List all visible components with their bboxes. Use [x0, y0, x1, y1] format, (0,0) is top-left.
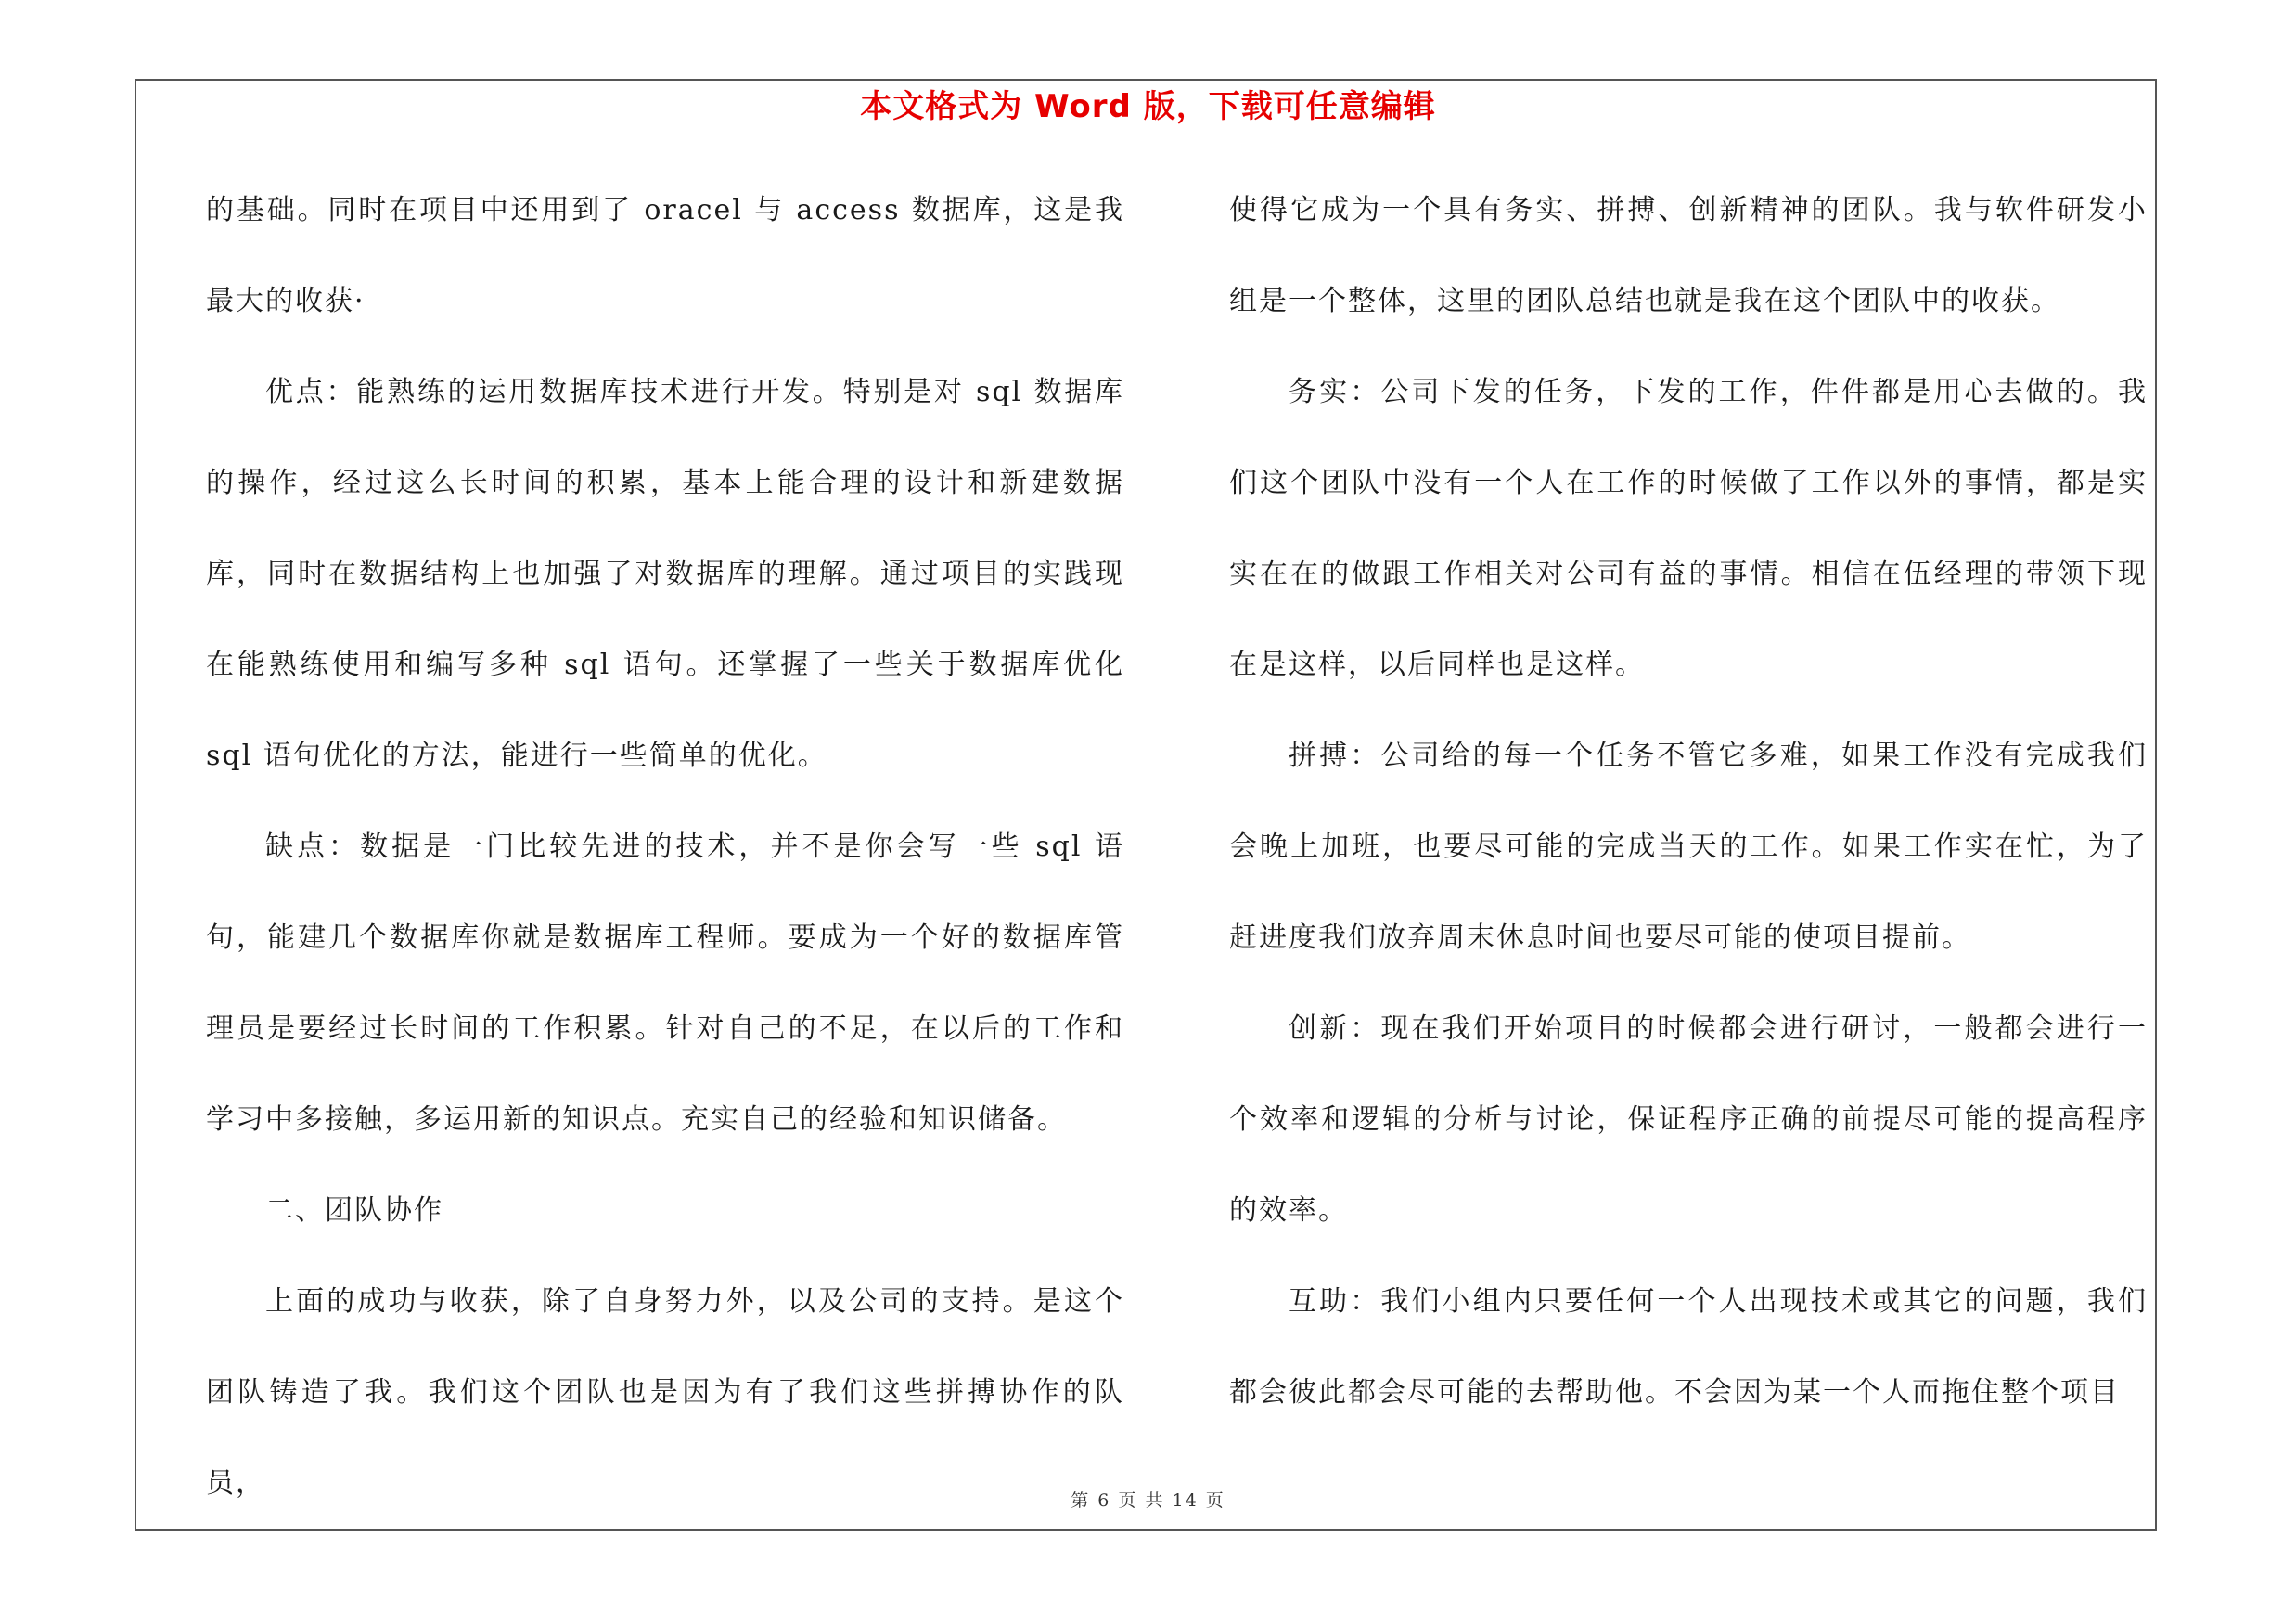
section-heading: 二、团队协作	[265, 1194, 443, 1227]
paragraph: 创新：现在我们开始项目的时候都会进行研讨，一般都会进行一个效率和逻辑的分析与讨论，保证程序正确的前提尽可能的提高程序的效率。	[1229, 1012, 2148, 1227]
right-column	[1229, 165, 2148, 1438]
paragraph: 使得它成为一个具有务实、拼搏、创新精神的团队。我与软件研发小组是一个整体，这里的团队总结也就是我在这个团队中的收获。	[1229, 194, 2148, 317]
page-footer	[0, 1488, 2296, 1513]
paragraph: 互助：我们小组内只要任何一个人出现技术或其它的问题，我们都会彼此都会尽可能的去帮助他。不会因为某一个人而拖住整个项目	[1229, 1285, 2148, 1409]
paragraph: 务实：公司下发的任务，下发的工作，件件都是用心去做的。我们这个团队中没有一个人在工作的时候做了工作以外的事情，都是实实在在的做跟工作相关对公司有益的事情。相信在伍经理的带领下现在是这样，以后同样也是这样。	[1229, 376, 2148, 681]
word-format-banner: 本文格式为 Word 版，下载可任意编辑	[860, 88, 1436, 125]
paragraph: 优点：能熟练的运用数据库技术进行开发。特别是对 sql 数据库的操作，经过这么长时间的积累，基本上能合理的设计和新建数据库，同时在数据结构上也加强了对数据库的理解。通过项目的实践现在能熟练使用和编写多种 sql 语句。还掌握了一些关于数据库优化 sql 语句优化的方法，能进行一些简单的优化。	[206, 376, 1124, 772]
paragraph: 拼搏：公司给的每一个任务不管它多难，如果工作没有完成我们会晚上加班，也要尽可能的完成当天的工作。如果工作实在忙，为了赶进度我们放弃周末休息时间也要尽可能的使项目提前。	[1229, 740, 2148, 954]
page-number: 第 6 页 共 14 页	[1071, 1490, 1225, 1511]
paragraph: 的基础。同时在项目中还用到了 oracel 与 access 数据库，这是我最大的收获·	[206, 194, 1124, 317]
paragraph: 缺点：数据是一门比较先进的技术，并不是你会写一些 sql 语句，能建几个数据库你就是数据库工程师。要成为一个好的数据库管理员是要经过长时间的工作积累。针对自己的不足，在以后的工作和学习中多接触，多运用新的知识点。充实自己的经验和知识储备。	[206, 831, 1124, 1136]
paragraph: 上面的成功与收获，除了自身努力外，以及公司的支持。是这个团队铸造了我。我们这个团队也是因为有了我们这些拼搏协作的队员，	[206, 1285, 1124, 1500]
left-column	[206, 165, 1124, 1529]
